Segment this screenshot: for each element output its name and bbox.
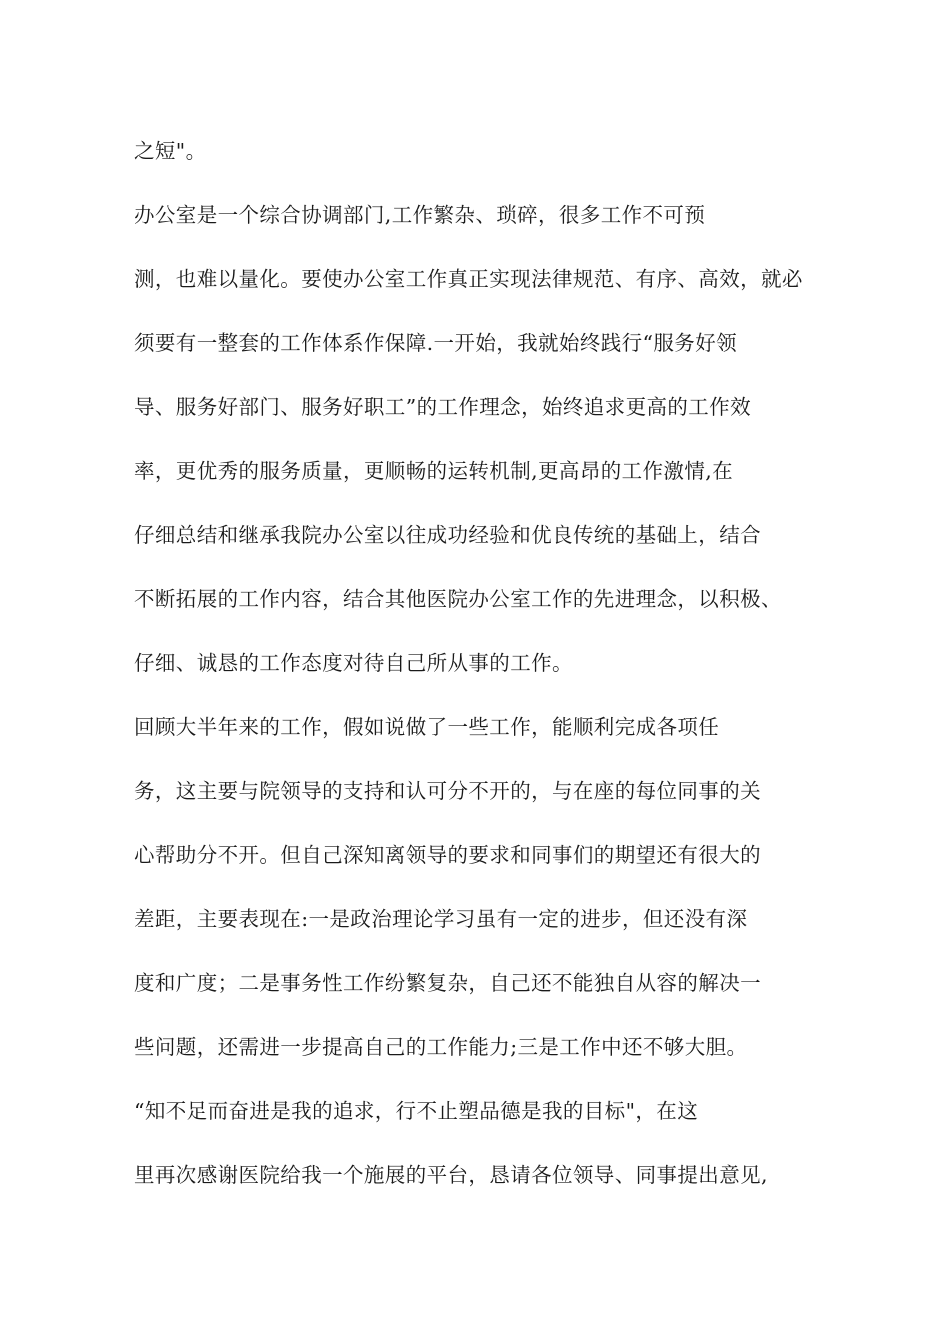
text-line: 导、服务好部门、服务好职工”的工作理念，始终追求更高的工作效 (134, 395, 751, 419)
text-line: 不断拓展的工作内容，结合其他医院办公室工作的先进理念，以积极、 (134, 587, 782, 611)
text-line: 差距，主要表现在:一是政治理论学习虽有一定的进步，但还没有深 (134, 907, 748, 931)
text-line: 些问题，还需进一步提高自己的工作能力;三是工作中还不够大胆。 (134, 1035, 748, 1059)
text-line: 回顾大半年来的工作，假如说做了一些工作，能顺利完成各项任 (134, 715, 720, 739)
text-line: 之短"。 (134, 139, 207, 163)
text-line: 测，也难以量化。要使办公室工作真正实现法律规范、有序、高效，就必 (134, 267, 803, 291)
text-line: 度和广度；二是事务性工作纷繁复杂，自己还不能独自从容的解决一 (134, 971, 761, 995)
text-line: 里再次感谢医院给我一个施展的平台，恳请各位领导、同事提出意见, (134, 1163, 768, 1187)
text-line: 务，这主要与院领导的支持和认可分不开的，与在座的每位同事的关 (134, 779, 761, 803)
text-line: 办公室是一个综合协调部门,工作繁杂、琐碎，很多工作不可预 (134, 203, 706, 227)
text-line: “知不足而奋进是我的追求，行不止塑品德是我的目标"，在这 (134, 1099, 699, 1123)
text-line: 仔细总结和继承我院办公室以往成功经验和优良传统的基础上，结合 (134, 523, 761, 547)
text-line: 率，更优秀的服务质量，更顺畅的运转机制,更高昂的工作激情,在 (134, 459, 734, 483)
text-line: 须要有一整套的工作体系作保障.一开始，我就始终践行“服务好领 (134, 331, 737, 355)
text-line: 仔细、诚恳的工作态度对待自己所从事的工作。 (134, 651, 573, 675)
text-line: 心帮助分不开。但自己深知离领导的要求和同事们的期望还有很大的 (134, 843, 761, 867)
